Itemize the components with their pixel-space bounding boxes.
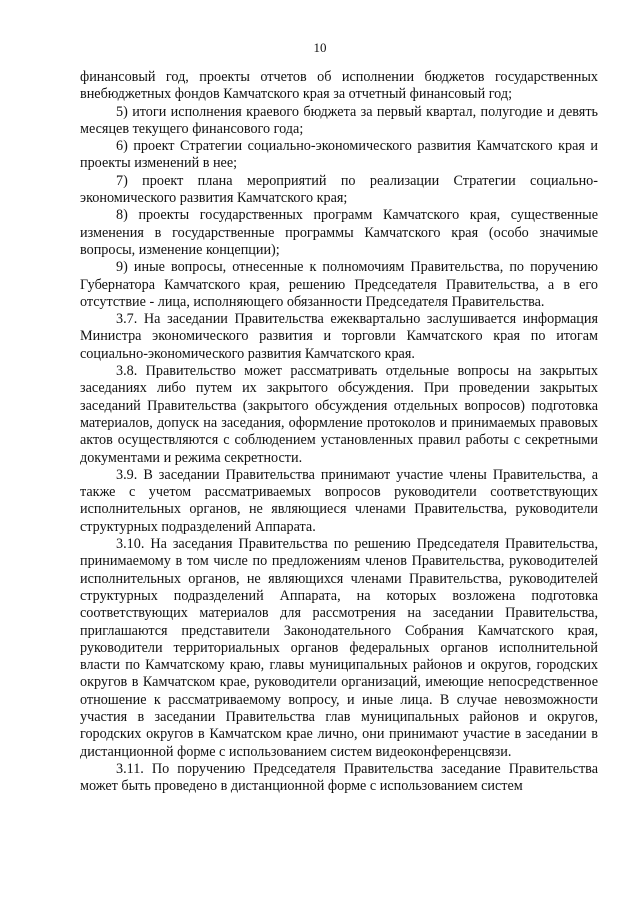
paragraph-3-8: 3.8. Правительство может рассматривать отдельные вопросы на закрытых заседаниях либо путем их закрытого обсуждения. При проведении закрытых заседаний Правительства (закрытого обсуждения отдельных вопросов) подготовка материалов, допуск на заседания, оформление протоколов и принимаемых правовых актов осуществляются с соблюдением установленных правил работы с секретными документами и режима секретности. (80, 363, 598, 466)
page-number: 10 (313, 40, 327, 55)
paragraph-3-9: 3.9. В заседании Правительства принимают участие члены Правительства, а также с учетом рассматриваемых вопросов руководители соответствующих исполнительных органов, не являющиеся членами Правительства, руководители структурных подразделений Аппарата. (80, 466, 598, 535)
paragraph-item-9: 9) иные вопросы, отнесенные к полномочиям Правительства, по поручению Губернатора Камчатского края, решению Председателя Правительства, а в его отсутствие - лица, исполняющего обязанности Председателя Правительства. (80, 259, 598, 310)
paragraph-item-5: 5) итоги исполнения краевого бюджета за первый квартал, полугодие и девять месяцев текущего финансового года; (80, 103, 598, 137)
paragraph-item-7: 7) проект плана мероприятий по реализации Стратегии социально-экономического развития Камчатского края; (80, 172, 598, 207)
paragraph-3-7: 3.7. На заседании Правительства ежеквартально заслушивается информация Министра экономического развития и торговли Камчатского края по итогам социально-экономического развития Камчатского края. (80, 311, 598, 362)
paragraph-3-10: 3.10. На заседания Правительства по решению Председателя Правительства, принимаемому в том числе по предложениям членов Правительства, руководителей исполнительных органов, не являющихся членами Правительства, руководителей структурных подразделений Аппарата, на которых возложена подготовка соответствующих материалов для рассмотрения на заседании Правительства, приглашаются представители Законодательного Собрания Камчатского края, руководители территориальных органов федеральных органов исполнительной власти по Камчатскому краю, главы муниципальных районов и округов, городских округов в Камчатском крае, руководители организаций, имеющие непосредственное отношение к рассматриваемому вопросу, и иные лица. В случае невозможности участия в заседании Правительства глав муниципальных районов и округов, городских округов в Камчатском крае лично, они принимают участие в заседании в дистанционной форме с использованием систем видеоконференцсвязи. (80, 536, 598, 760)
paragraph-item-6: 6) проект Стратегии социально-экономического развития Камчатского края и проекты изменений в нее; (80, 138, 598, 172)
document-body (80, 69, 598, 795)
paragraph-item-8: 8) проекты государственных программ Камчатского края, существенные изменения в государственные программы Камчатского края (особо значимые вопросы, изменение концепции); (80, 207, 598, 258)
paragraph-continuation: финансовый год, проекты отчетов об исполнении бюджетов государственных внебюджетных фондов Камчатского края за отчетный финансовый год; (80, 69, 598, 103)
paragraph-3-11: 3.11. По поручению Председателя Правительства заседание Правительства может быть проведено в дистанционной форме с использованием систем (80, 760, 598, 795)
